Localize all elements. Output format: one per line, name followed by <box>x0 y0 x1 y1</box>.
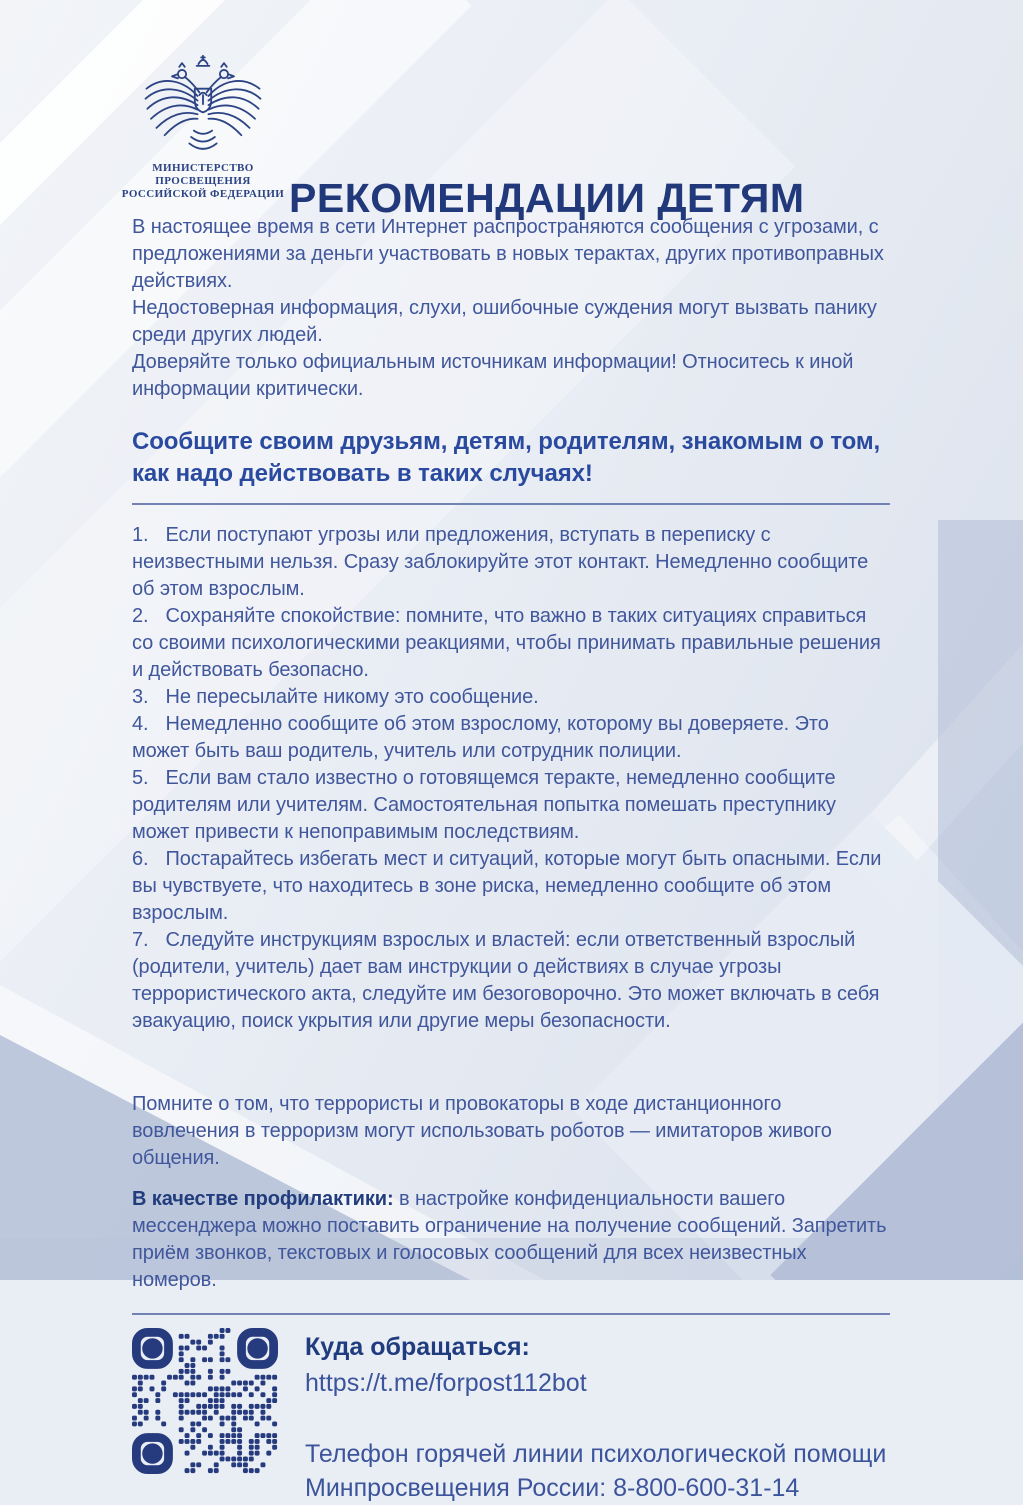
list-item-number: 7. <box>132 929 149 951</box>
qr-code-icon <box>132 1328 278 1474</box>
list-item-text: Если поступают угрозы или предложения, вступать в переписку с неизвестными нельзя. Сразу заблокируйте этот контакт. Немедленно сообщите об этом взрослым. <box>132 524 869 600</box>
list-item-number: 2. <box>132 605 149 627</box>
list-item <box>132 765 890 846</box>
intro-paragraph: В настоящее время в сети Интернет распространяются сообщения с угрозами, с предложениями за деньги участвовать в новых терактах, других противоправных действиях. <box>132 216 884 292</box>
list-item-text: Если вам стало известно о готовящемся теракте, немедленно сообщите родителям или учителям. Самостоятельная попытка помешать преступнику может привести к непоправимым последствиям. <box>132 767 836 843</box>
list-item-number: 1. <box>132 524 149 546</box>
ministry-logo <box>118 54 288 201</box>
ministry-name-line2: РОССИЙСКОЙ ФЕДЕРАЦИИ <box>121 188 285 200</box>
callout-heading: Сообщите своим друзьям, детям, родителям, знакомым о том, как надо действовать в таких случаях! <box>132 428 881 487</box>
list-item-text: Немедленно сообщите об этом взрослому, которому вы доверяете. Это может быть ваш родитель, учитель или сотрудник полиции. <box>132 713 829 762</box>
hotline-line2: Минпросвещения России: 8-800-600-31-14 <box>305 1474 800 1502</box>
prevention-text: в настройке конфиденциальности вашего мессенджера можно поставить ограничение на получение сообщений. Запретить приём звонков, текстовых и голосовых сообщений для всех неизвестных номеров. <box>132 1188 887 1291</box>
prevention-paragraph <box>132 1186 890 1294</box>
list-item-text: Следуйте инструкциям взрослых и властей: если ответственный взрослый (родители, учитель) дает вам инструкции о действиях в случае угрозы террористического акта, следуйте им безоговорочно. Это может включать в себя эвакуацию, поиск укрытия или другие меры безопасности. <box>132 929 880 1032</box>
divider <box>132 1313 890 1315</box>
list-item <box>132 684 890 711</box>
ministry-name-line1: МИНИСТЕРСТВО ПРОСВЕЩЕНИЯ <box>152 162 254 187</box>
list-item-number: 6. <box>132 848 149 870</box>
page-title: РЕКОМЕНДАЦИИ ДЕТЯМ <box>289 175 805 222</box>
intro-paragraph: Недостоверная информация, слухи, ошибочные суждения могут вызвать панику среди других людей. <box>132 297 877 346</box>
list-item <box>132 711 890 765</box>
telegram-bot-link[interactable]: https://t.me/forpost112bot <box>305 1369 587 1397</box>
coat-of-arms-icon <box>139 54 267 158</box>
reminder-paragraph: Помните о том, что террористы и провокаторы в ходе дистанционного вовлечения в терроризм могут использовать роботов — имитаторов живого общения. <box>132 1093 832 1169</box>
list-item-text: Постарайтесь избегать мест и ситуаций, которые могут быть опасными. Если вы чувствуете, что находитесь в зоне риска, немедленно сообщите об этом взрослым. <box>132 848 882 924</box>
contact-heading: Куда обращаться: <box>305 1333 530 1361</box>
list-item <box>132 927 890 1035</box>
list-item-text: Сохраняйте спокойствие: помните, что важно в таких ситуациях справиться со своими психологическими реакциями, чтобы принимать правильные решения и действовать безопасно. <box>132 605 881 681</box>
hotline-info <box>305 1437 886 1505</box>
poster-content <box>132 214 890 1505</box>
ministry-name <box>118 162 288 201</box>
qr-code <box>132 1328 278 1474</box>
list-item <box>132 522 890 603</box>
hotline-line1: Телефон горячей линии психологической помощи <box>305 1440 887 1468</box>
contact-footer <box>132 1328 890 1505</box>
recommendations-list <box>132 522 890 1035</box>
list-item-number: 3. <box>132 686 149 708</box>
list-item <box>132 846 890 927</box>
list-item-text: Не пересылайте никому это сообщение. <box>165 686 539 708</box>
intro-paragraph: Доверяйте только официальным источникам информации! Относитесь к иной информации критически. <box>132 351 854 400</box>
divider <box>132 503 890 505</box>
list-item-number: 5. <box>132 767 149 789</box>
list-item-number: 4. <box>132 713 149 735</box>
prevention-label: В качестве профилактики: <box>132 1188 394 1210</box>
list-item <box>132 603 890 684</box>
contact-info <box>305 1328 886 1505</box>
